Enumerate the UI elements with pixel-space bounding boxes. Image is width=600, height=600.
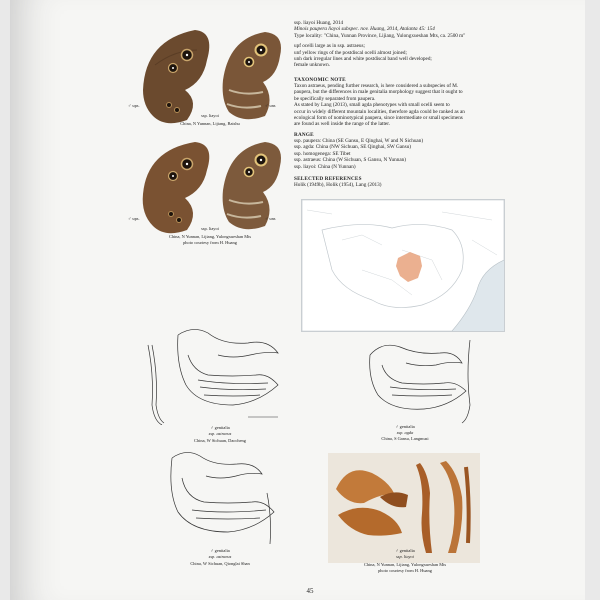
taxon-description	[294, 20, 509, 69]
taxonomic-note-section	[294, 77, 509, 128]
butterfly-upperside-image	[143, 30, 209, 123]
subspecies-caption: ssp. liayoi	[201, 226, 219, 231]
text-line: Type locality: "China, Yunnan Province, Lijiang, Yulongxueshan Mts, ca. 2500 m"	[294, 32, 466, 39]
references-section	[294, 176, 509, 188]
figure-caption-locality: China, W Sichuan, Daocheng	[194, 438, 246, 443]
genitalia-drawing-2	[340, 335, 480, 425]
text-line: ssp. paupera: China (SE Gansu, E Qinghai, W and N Sichuan)	[294, 138, 424, 144]
figure-caption-locality: China, W Sichuan, Qionglai Shan	[190, 561, 250, 566]
text-line: Minois paupera liayoi subspec. nov. Huang, 2014, Atalanta 45: 154	[294, 26, 435, 33]
figure-caption-locality: China, S Gansu, Langmusi	[381, 436, 429, 441]
book-page	[10, 0, 585, 600]
butterfly-plate-1	[125, 20, 295, 128]
photo-credit: photo courtesy from H. Huang	[378, 568, 432, 573]
genitalia-photo	[328, 453, 480, 563]
specimen-label-right: ♂ uns	[265, 216, 276, 221]
text-line: paupera, but the differences in male genitalia morphology suggest that it ought to	[294, 89, 463, 96]
text-line: unh dark irregular lines and white postdiscal band well developed;	[294, 56, 432, 63]
text-line: be specifically separated from paupera.	[294, 95, 376, 102]
specimen-label-left: ♂ ups.	[128, 103, 140, 108]
figure-caption-ssp: ssp. liayoi	[396, 554, 414, 559]
text-line: Taxon astraeus, pending further research, is here considered a subspecies of M.	[294, 83, 459, 89]
section-heading: RANGE	[294, 132, 314, 138]
text-line: Holik (1949b), Holik (1954), Lang (2013)	[294, 182, 382, 188]
text-line: ssp. liayoi: China (N Yunnan)	[294, 163, 356, 170]
figure-caption-ssp: ssp. astraeus	[208, 431, 232, 436]
specimen-label-right: ♂ uns	[265, 103, 276, 108]
page-number: 45	[306, 587, 314, 595]
text-line: ssp. homogenega: SE Tibet	[294, 150, 351, 157]
text-line: ssp. astraeus: China (W Sichuan, S Gansu, N Yunnan)	[294, 157, 406, 164]
genitalia-drawing-1	[138, 325, 288, 425]
genitalia-photo-image	[328, 453, 480, 563]
text-line: As stated by Lang (2013), small agda phenotypes with small ocelli seem to	[294, 102, 450, 109]
genitalia-drawing-3	[142, 448, 292, 548]
distribution-map-image	[302, 200, 504, 331]
figure-caption-title: ♂ genitalia	[210, 425, 230, 430]
text-line: ecological form of nominotypical paupera, since intermediate or small specimens	[294, 115, 463, 122]
text-line: unf yellow rings of the postdiscal ocelli almost joined;	[294, 49, 407, 56]
figure-caption-ssp: ssp. astraeus	[208, 554, 232, 559]
locality-caption: China, N Yunnan, Lijiang, Baishu	[180, 121, 240, 126]
text-line: occur in widely different mountain localities, therefore agda could be ranked as an	[294, 108, 465, 115]
section-heading: TAXONOMIC NOTE	[294, 77, 346, 83]
subspecies-caption: ssp. liayoi	[201, 113, 219, 118]
figure-caption-title: ♂ genitalia	[395, 424, 415, 429]
text-line: upf ocelli large as in ssp. astraeus;	[294, 43, 365, 50]
text-line: female unknown.	[294, 62, 331, 69]
photo-credit: photo courtesy from H. Huang	[183, 240, 237, 245]
figure-caption-ssp: ssp. agda	[396, 430, 414, 435]
figure-caption-title: ♂ genitalia	[210, 548, 230, 553]
locality-caption: China, N Yunnan, Lijiang, Yulongxueshan Mts	[168, 234, 252, 239]
text-line: ssp. agda: China (NW Sichuan, SE Qinghai, SW Gansu)	[294, 144, 411, 151]
distribution-map	[301, 199, 505, 332]
section-heading: SELECTED REFERENCES	[294, 176, 362, 182]
range-section	[294, 132, 509, 170]
figure-caption-title: ♂ genitalia	[395, 548, 415, 553]
specimen-label-left: ♂ ups.	[128, 216, 140, 221]
figure-caption-locality: China, N Yunnan, Lijiang, Yulongxueshan Mts	[363, 562, 447, 567]
text-line: ssp. liayoi Huang, 2014	[294, 20, 344, 26]
text-line: are found as well inside the range of the latter.	[294, 121, 390, 128]
